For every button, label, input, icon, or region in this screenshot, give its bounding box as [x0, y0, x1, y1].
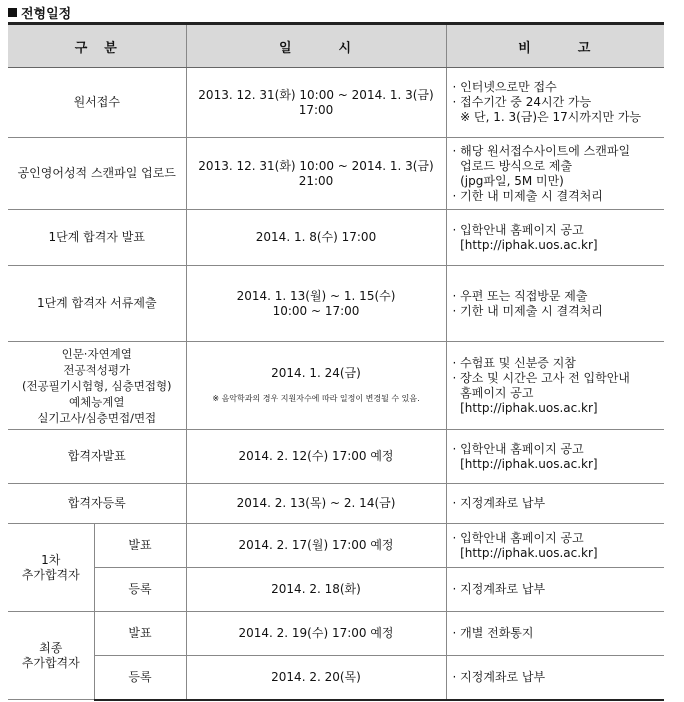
table-row	[8, 138, 664, 210]
row-notes	[446, 524, 664, 568]
label-line: 최종	[39, 640, 63, 655]
label-line: 인문·자연계열	[61, 346, 132, 361]
note-line: [http://iphak.uos.ac.kr]	[452, 545, 598, 560]
row-notes	[446, 568, 664, 612]
row-notes	[446, 68, 664, 138]
table-row	[8, 430, 664, 484]
note-line: · 개별 전화통지	[452, 626, 534, 640]
row-label: 1단계 합격자 서류제출	[8, 266, 186, 342]
row-label: 원서접수	[8, 68, 186, 138]
note-line: · 접수기간 중 24시간 가능	[452, 95, 592, 109]
note-line: · 기한 내 미제출 시 결격처리	[452, 188, 603, 203]
row-notes	[446, 210, 664, 266]
note-line: ※ 단, 1. 3(금)은 17시까지만 가능	[452, 110, 642, 124]
note-line: · 입학안내 홈페이지 공고	[452, 530, 584, 545]
row-date: 2014. 1. 8(수) 17:00	[186, 210, 446, 266]
row-date: 2014. 2. 20(목)	[186, 656, 446, 700]
section-title-text: 전형일정	[21, 7, 72, 22]
group-label	[8, 524, 94, 612]
table-row	[8, 656, 664, 700]
row-notes	[446, 656, 664, 700]
row-label: 합격자등록	[8, 484, 186, 524]
label-line: 추가합격자	[21, 567, 80, 582]
row-label: 합격자발표	[8, 430, 186, 484]
row-notes	[446, 138, 664, 210]
label-line: 예체능계열	[68, 394, 125, 409]
note-line: · 지정계좌로 납부	[452, 496, 546, 510]
note-line: 업로드 방식으로 제출	[452, 158, 573, 173]
note-line: · 우편 또는 직접방문 제출	[452, 288, 588, 303]
schedule-table	[8, 22, 664, 701]
row-date: 2014. 2. 17(월) 17:00 예정	[186, 524, 446, 568]
row-notes	[446, 430, 664, 484]
row-notes	[446, 266, 664, 342]
label-line: (전공필기시험형, 심층면접형)	[21, 378, 172, 393]
note-line: (jpg파일, 5M 미만)	[452, 173, 564, 188]
row-label	[8, 342, 186, 430]
table-row	[8, 68, 664, 138]
row-label: 1단계 합격자 발표	[8, 210, 186, 266]
sub-label: 등록	[94, 656, 186, 700]
row-notes	[446, 484, 664, 524]
note-line: 홈페이지 공고	[452, 385, 534, 400]
note-line: [http://iphak.uos.ac.kr]	[452, 400, 598, 415]
row-notes	[446, 612, 664, 656]
note-line: · 장소 및 시간은 고사 전 입학안내	[452, 370, 630, 385]
table-row	[8, 484, 664, 524]
sub-label: 등록	[94, 568, 186, 612]
label-line: 1차	[41, 552, 61, 567]
section-title	[8, 3, 71, 22]
row-date: 2014. 2. 12(수) 17:00 예정	[186, 430, 446, 484]
row-date: 2013. 12. 31(화) 10:00 ~ 2014. 1. 3(금) 21:00	[186, 138, 446, 210]
row-date	[186, 266, 446, 342]
note-line: · 지정계좌로 납부	[452, 669, 546, 684]
table-row	[8, 210, 664, 266]
note-line: · 입학안내 홈페이지 공고	[452, 441, 584, 456]
row-date	[186, 342, 446, 430]
date-footnote: ※ 음악학과의 경우 지원자수에 따라 일정이 변경될 수 있음.	[212, 393, 420, 403]
date-line: 2014. 1. 24(금)	[271, 365, 361, 380]
table-row	[8, 612, 664, 656]
table-row	[8, 568, 664, 612]
note-line: [http://iphak.uos.ac.kr]	[452, 456, 598, 471]
header-row	[8, 24, 664, 68]
sub-label: 발표	[94, 524, 186, 568]
row-notes	[446, 342, 664, 430]
table-row	[8, 524, 664, 568]
header-remarks: 비 고	[446, 24, 664, 68]
row-date: 2014. 2. 18(화)	[186, 568, 446, 612]
note-line: · 수험표 및 신분증 지참	[452, 355, 576, 370]
note-line: · 입학안내 홈페이지 공고	[452, 222, 584, 237]
group-label	[8, 612, 94, 700]
square-bullet-icon	[8, 8, 17, 17]
row-date: 2014. 2. 19(수) 17:00 예정	[186, 612, 446, 656]
note-line: · 인터넷으로만 접수	[452, 80, 557, 94]
note-line: [http://iphak.uos.ac.kr]	[452, 237, 598, 252]
row-date: 2014. 2. 13(목) ~ 2. 14(금)	[186, 484, 446, 524]
table-row	[8, 342, 664, 430]
sub-label: 발표	[94, 612, 186, 656]
label-line: 실기고사/심층면접/면접	[37, 410, 157, 425]
row-label: 공인영어성적 스캔파일 업로드	[8, 138, 186, 210]
header-category: 구 분	[8, 24, 186, 68]
note-line: · 기한 내 미제출 시 결격처리	[452, 303, 603, 318]
date-line: 10:00 ~ 17:00	[272, 303, 360, 318]
label-line: 전공적성평가	[63, 362, 131, 377]
table-row	[8, 266, 664, 342]
row-date: 2013. 12. 31(화) 10:00 ~ 2014. 1. 3(금) 17:00	[186, 68, 446, 138]
label-line: 추가합격자	[21, 655, 80, 670]
header-datetime: 일 시	[186, 24, 446, 68]
note-line: · 지정계좌로 납부	[452, 582, 546, 596]
date-line: 2014. 1. 13(월) ~ 1. 15(수)	[236, 288, 396, 303]
note-line: · 해당 원서접수사이트에 스캔파일	[452, 143, 631, 158]
